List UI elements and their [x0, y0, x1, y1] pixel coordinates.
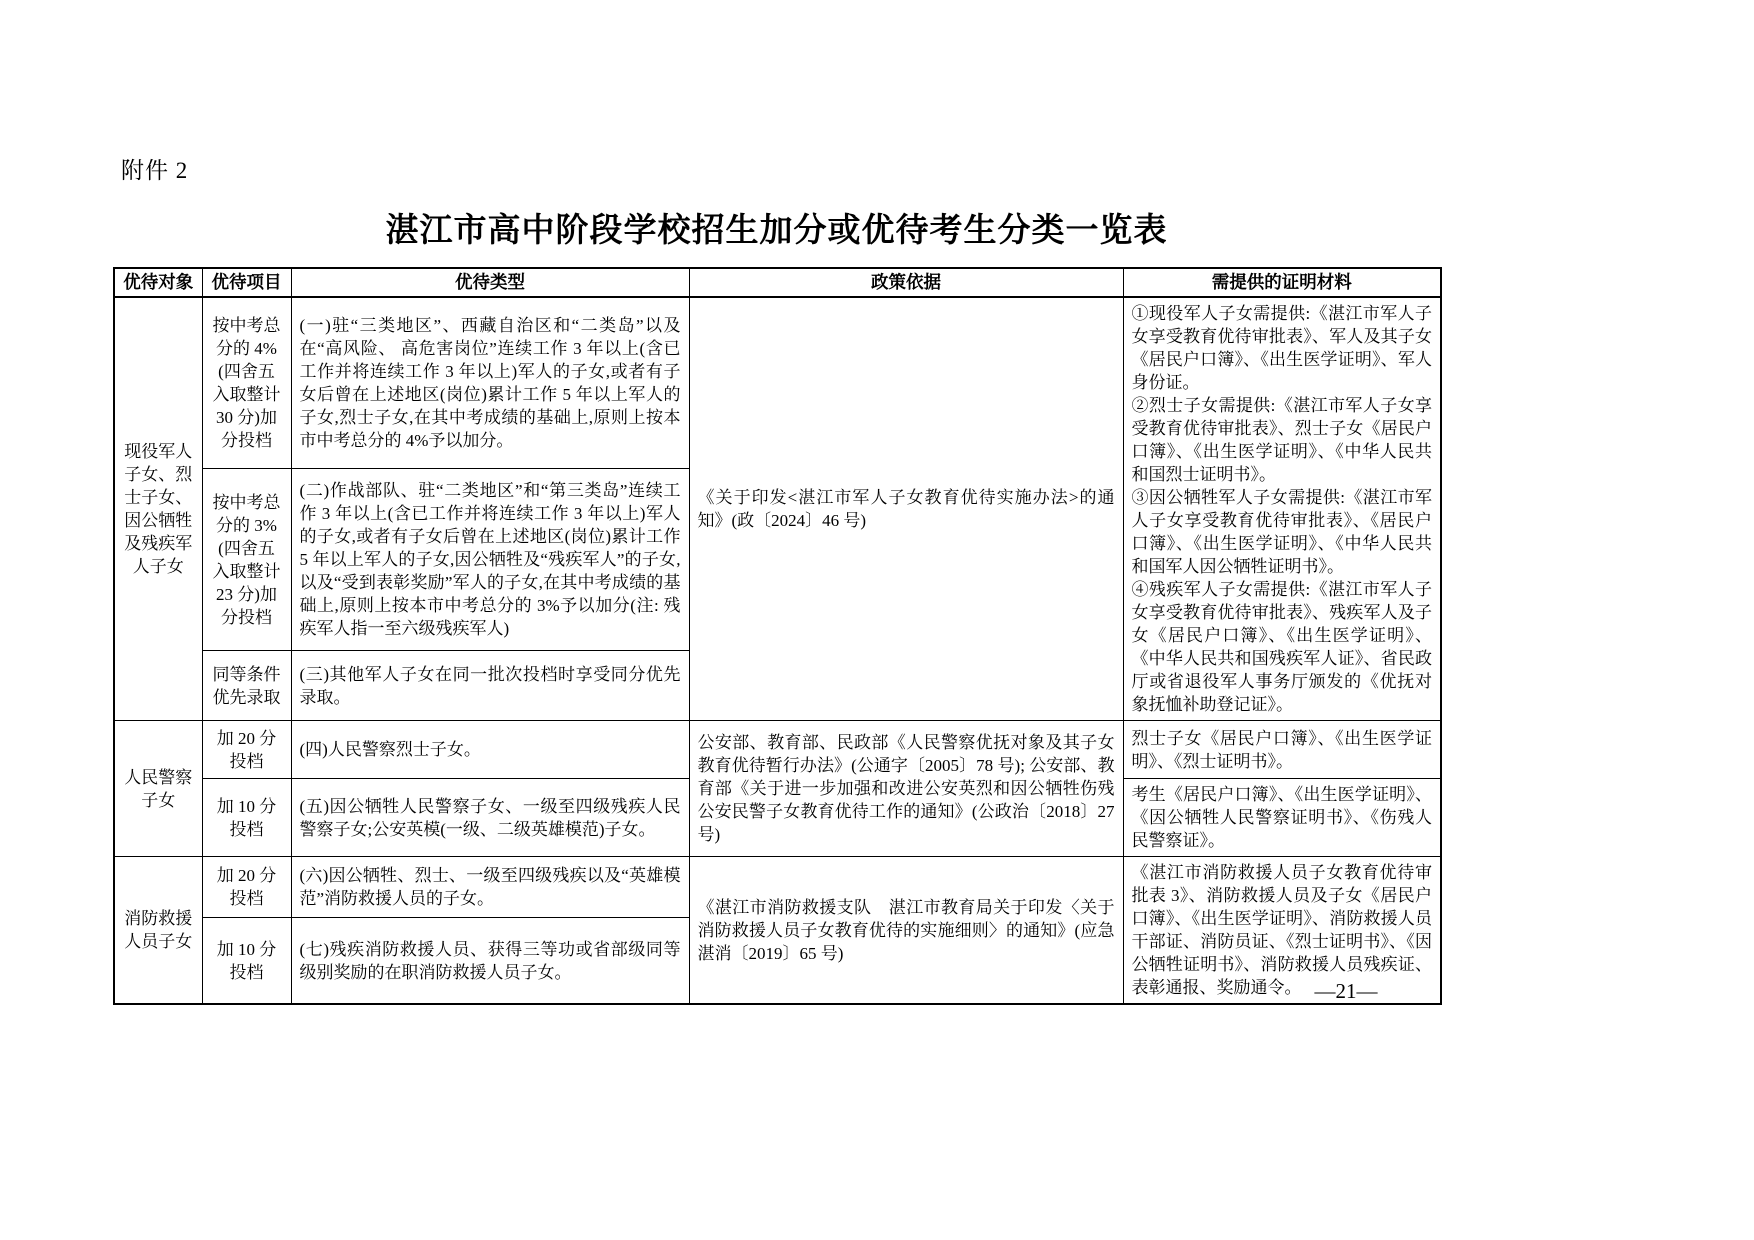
cell-fire-policy: 《湛江市消防救援支队 湛江市教育局关于印发〈关于消防救援人员子女教育优待的实施细则〉的通知》(应急湛消〔2019〕65 号)	[689, 857, 1123, 1005]
table-header-row	[114, 268, 1441, 297]
cell-fire-target: 消防救援人员子女	[114, 857, 202, 1005]
column-header-policy: 政策依据	[689, 268, 1123, 297]
column-header-target: 优待对象	[114, 268, 202, 297]
cell-military-item-2: 按中考总分的 3%(四舍五入取整计 23 分)加分投档	[202, 469, 291, 651]
cell-military-materials	[1123, 297, 1441, 721]
cell-military-type-1: (一)驻“三类地区”、西藏自治区和“二类岛”以及在“高风险、 高危害岗位”连续工作 3 年以上(含已工作并将连续工作 3 年以上)军人的子女,或者有子女后曾在上述地区(岗位)累计工作 5 年以上军人的子女,烈士子女,在其中考成绩的基础上,原则上按本市中考总分的 4%予以加分。	[291, 297, 689, 469]
material-entry-1: ①现役军人子女需提供:《湛江市军人子女享受教育优待审批表》、军人及其子女《居民户口簿》、《出生医学证明》、军人身份证。	[1131, 304, 1432, 392]
cell-police-materials-1: 烈士子女《居民户口簿》、《出生医学证明》、《烈士证明书》。	[1123, 721, 1441, 779]
cell-police-item-2: 加 10 分投档	[202, 779, 291, 857]
attachment-label: 附件 2	[121, 158, 189, 183]
cell-military-item-1: 按中考总分的 4%(四舍五入取整计 30 分)加分投档	[202, 297, 291, 469]
material-entry-4: ④残疾军人子女需提供:《湛江市军人子女享受教育优待审批表》、残疾军人及子女《居民户口簿》、《出生医学证明》、《中华人民共和国残疾军人证》、省民政厅或省退役军人事务厅颁发的《优抚对象抚恤补助登记证》。	[1131, 580, 1432, 714]
cell-police-materials-2: 考生《居民户口簿》、《出生医学证明》、《因公牺牲人民警察证明书》、《伤残人民警察证》。	[1123, 779, 1441, 857]
cell-fire-materials: 《湛江市消防救援人员子女教育优待审批表 3》、消防救援人员及子女《居民户口簿》、《出生医学证明》、消防救援人员干部证、消防员证、《烈士证明书》、《因公牺牲证明书》、消防救援人员残疾证、表彰通报、奖励通令。	[1123, 857, 1441, 1005]
page-number: —21—	[1314, 979, 1378, 1003]
cell-military-target: 现役军人子女、烈士子女、因公牺牲及残疾军人子女	[114, 297, 202, 721]
cell-police-target: 人民警察子女	[114, 721, 202, 857]
cell-fire-type-2: (七)残疾消防救援人员、获得三等功或省部级同等级别奖励的在职消防救援人员子女。	[291, 918, 689, 1004]
material-entry-2: ②烈士子女需提供:《湛江市军人子女享受教育优待审批表》、烈士子女《居民户口簿》、《出生医学证明》、《中华人民共和国烈士证明书》。	[1131, 396, 1432, 484]
cell-military-type-3: (三)其他军人子女在同一批次投档时享受同分优先录取。	[291, 651, 689, 721]
table-row	[114, 297, 1441, 469]
page-title: 湛江市高中阶段学校招生加分或优待考生分类一览表	[385, 211, 1168, 248]
preference-table	[113, 267, 1442, 1005]
cell-military-policy: 《关于印发<湛江市军人子女教育优待实施办法>的通知》(政〔2024〕46 号)	[689, 297, 1123, 721]
cell-fire-item-2: 加 10 分投档	[202, 918, 291, 1004]
table-row	[114, 857, 1441, 918]
cell-military-type-2: (二)作战部队、驻“二类地区”和“第三类岛”连续工作 3 年以上(含已工作并将连续工作 3 年以上)军人的子女,或者有子女后曾在上述地区(岗位)累计工作 5 年以上军人的子女,因公牺牲及“残疾军人”的子女,以及“受到表彰奖励”军人的子女,在其中考成绩的基础上,原则上按本市中考总分的 3%予以加分(注: 残疾军人指一至六级残疾军人)	[291, 469, 689, 651]
cell-military-item-3: 同等条件优先录取	[202, 651, 291, 721]
material-entry-3: ③因公牺牲军人子女需提供:《湛江市军人子女享受教育优待审批表》、《居民户口簿》、《出生医学证明》、《中华人民共和国军人因公牺牲证明书》。	[1131, 488, 1432, 576]
column-header-item: 优待项目	[202, 268, 291, 297]
cell-police-policy: 公安部、教育部、民政部《人民警察优抚对象及其子女教育优待暂行办法》(公通字〔2005〕78 号); 公安部、教育部《关于进一步加强和改进公安英烈和因公牺牲伤残公安民警子女教育优待工作的通知》(公政治〔2018〕27 号)	[689, 721, 1123, 857]
cell-police-type-1: (四)人民警察烈士子女。	[291, 721, 689, 779]
cell-fire-type-1: (六)因公牺牲、烈士、一级至四级残疾以及“英雄模范”消防救援人员的子女。	[291, 857, 689, 918]
cell-fire-item-1: 加 20 分投档	[202, 857, 291, 918]
table-row	[114, 721, 1441, 779]
column-header-materials: 需提供的证明材料	[1123, 268, 1441, 297]
column-header-type: 优待类型	[291, 268, 689, 297]
cell-police-item-1: 加 20 分投档	[202, 721, 291, 779]
cell-police-type-2: (五)因公牺牲人民警察子女、一级至四级残疾人民警察子女;公安英模(一级、二级英雄模范)子女。	[291, 779, 689, 857]
